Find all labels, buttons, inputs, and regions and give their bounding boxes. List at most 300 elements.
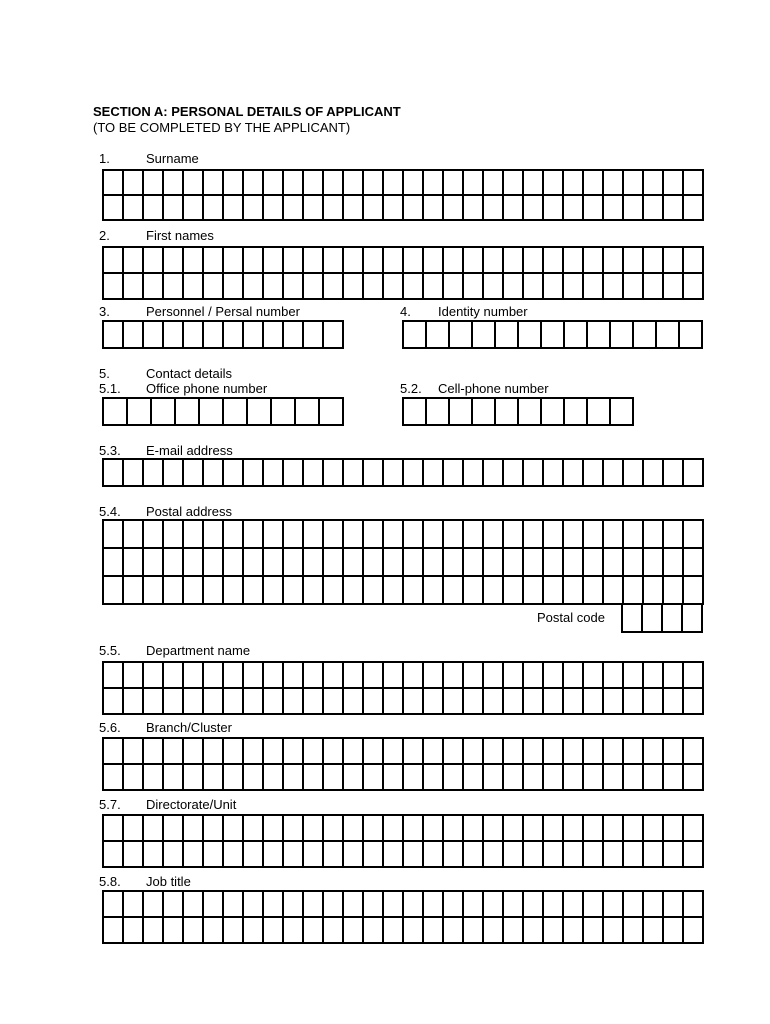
job-title-boxes[interactable] bbox=[102, 890, 704, 944]
character-box[interactable] bbox=[464, 739, 484, 765]
character-box[interactable] bbox=[204, 739, 224, 765]
character-box[interactable] bbox=[564, 171, 584, 196]
character-box[interactable] bbox=[504, 663, 524, 689]
character-box[interactable] bbox=[304, 171, 324, 196]
character-box[interactable] bbox=[504, 248, 524, 274]
character-box[interactable] bbox=[204, 816, 224, 842]
character-box[interactable] bbox=[264, 196, 284, 221]
character-box[interactable] bbox=[384, 549, 404, 577]
character-box[interactable] bbox=[424, 892, 444, 918]
character-box[interactable] bbox=[364, 689, 384, 715]
character-box[interactable] bbox=[364, 842, 384, 868]
character-box[interactable] bbox=[164, 918, 184, 944]
character-box[interactable] bbox=[544, 816, 564, 842]
character-box[interactable] bbox=[564, 577, 584, 605]
character-box[interactable] bbox=[364, 549, 384, 577]
character-box[interactable] bbox=[464, 892, 484, 918]
character-box[interactable] bbox=[496, 399, 519, 426]
character-box[interactable] bbox=[224, 460, 244, 487]
character-box[interactable] bbox=[224, 549, 244, 577]
character-box[interactable] bbox=[364, 274, 384, 300]
character-box[interactable] bbox=[264, 521, 284, 549]
character-box[interactable] bbox=[604, 521, 624, 549]
character-box[interactable] bbox=[324, 549, 344, 577]
character-box[interactable] bbox=[624, 739, 644, 765]
character-box[interactable] bbox=[144, 918, 164, 944]
character-box[interactable] bbox=[104, 460, 124, 487]
character-box[interactable] bbox=[604, 549, 624, 577]
character-box[interactable] bbox=[284, 322, 304, 349]
character-box[interactable] bbox=[564, 549, 584, 577]
character-box[interactable] bbox=[664, 663, 684, 689]
character-box[interactable] bbox=[204, 322, 224, 349]
character-box[interactable] bbox=[634, 322, 657, 349]
character-box[interactable] bbox=[344, 842, 364, 868]
character-box[interactable] bbox=[364, 918, 384, 944]
character-box[interactable] bbox=[184, 196, 204, 221]
character-box[interactable] bbox=[564, 196, 584, 221]
character-box[interactable] bbox=[444, 739, 464, 765]
character-box[interactable] bbox=[104, 689, 124, 715]
character-box[interactable] bbox=[204, 274, 224, 300]
character-box[interactable] bbox=[164, 521, 184, 549]
character-box[interactable] bbox=[424, 663, 444, 689]
character-box[interactable] bbox=[184, 765, 204, 791]
character-box[interactable] bbox=[284, 248, 304, 274]
character-box[interactable] bbox=[664, 816, 684, 842]
character-box[interactable] bbox=[304, 196, 324, 221]
character-box[interactable] bbox=[284, 460, 304, 487]
character-box[interactable] bbox=[544, 549, 564, 577]
character-box[interactable] bbox=[524, 521, 544, 549]
character-box[interactable] bbox=[124, 322, 144, 349]
character-box[interactable] bbox=[684, 842, 704, 868]
character-box[interactable] bbox=[484, 460, 504, 487]
character-box[interactable] bbox=[684, 816, 704, 842]
character-box[interactable] bbox=[244, 842, 264, 868]
character-box[interactable] bbox=[473, 322, 496, 349]
character-box[interactable] bbox=[304, 460, 324, 487]
character-box[interactable] bbox=[584, 892, 604, 918]
character-box[interactable] bbox=[344, 248, 364, 274]
character-box[interactable] bbox=[304, 577, 324, 605]
character-box[interactable] bbox=[344, 689, 364, 715]
character-box[interactable] bbox=[604, 842, 624, 868]
character-box[interactable] bbox=[464, 460, 484, 487]
character-box[interactable] bbox=[104, 739, 124, 765]
character-box[interactable] bbox=[624, 274, 644, 300]
character-box[interactable] bbox=[244, 521, 264, 549]
character-box[interactable] bbox=[444, 842, 464, 868]
character-box[interactable] bbox=[344, 918, 364, 944]
character-box[interactable] bbox=[104, 842, 124, 868]
character-box[interactable] bbox=[164, 663, 184, 689]
character-box[interactable] bbox=[664, 171, 684, 196]
character-box[interactable] bbox=[524, 842, 544, 868]
character-box[interactable] bbox=[184, 549, 204, 577]
character-box[interactable] bbox=[584, 521, 604, 549]
character-box[interactable] bbox=[504, 577, 524, 605]
character-box[interactable] bbox=[324, 196, 344, 221]
character-box[interactable] bbox=[524, 171, 544, 196]
character-box[interactable] bbox=[450, 322, 473, 349]
character-box[interactable] bbox=[604, 689, 624, 715]
character-box[interactable] bbox=[224, 842, 244, 868]
character-box[interactable] bbox=[324, 765, 344, 791]
character-box[interactable] bbox=[542, 322, 565, 349]
character-box[interactable] bbox=[304, 739, 324, 765]
character-box[interactable] bbox=[680, 322, 703, 349]
office-phone-boxes[interactable] bbox=[102, 397, 344, 426]
character-box[interactable] bbox=[664, 248, 684, 274]
character-box[interactable] bbox=[504, 460, 524, 487]
character-box[interactable] bbox=[324, 739, 344, 765]
character-box[interactable] bbox=[624, 816, 644, 842]
character-box[interactable] bbox=[664, 460, 684, 487]
character-box[interactable] bbox=[320, 399, 344, 426]
character-box[interactable] bbox=[684, 577, 704, 605]
character-box[interactable] bbox=[644, 460, 664, 487]
character-box[interactable] bbox=[464, 816, 484, 842]
character-box[interactable] bbox=[504, 816, 524, 842]
character-box[interactable] bbox=[544, 171, 564, 196]
character-box[interactable] bbox=[504, 171, 524, 196]
character-box[interactable] bbox=[124, 171, 144, 196]
character-box[interactable] bbox=[144, 460, 164, 487]
character-box[interactable] bbox=[144, 765, 164, 791]
character-box[interactable] bbox=[244, 171, 264, 196]
character-box[interactable] bbox=[404, 399, 427, 426]
character-box[interactable] bbox=[564, 274, 584, 300]
character-box[interactable] bbox=[124, 765, 144, 791]
character-box[interactable] bbox=[324, 892, 344, 918]
character-box[interactable] bbox=[564, 739, 584, 765]
character-box[interactable] bbox=[624, 549, 644, 577]
character-box[interactable] bbox=[584, 816, 604, 842]
character-box[interactable] bbox=[684, 549, 704, 577]
character-box[interactable] bbox=[444, 171, 464, 196]
character-box[interactable] bbox=[224, 322, 244, 349]
character-box[interactable] bbox=[364, 521, 384, 549]
character-box[interactable] bbox=[344, 196, 364, 221]
character-box[interactable] bbox=[224, 196, 244, 221]
character-box[interactable] bbox=[424, 689, 444, 715]
character-box[interactable] bbox=[164, 322, 184, 349]
character-box[interactable] bbox=[184, 892, 204, 918]
character-box[interactable] bbox=[284, 171, 304, 196]
character-box[interactable] bbox=[344, 460, 364, 487]
character-box[interactable] bbox=[611, 399, 634, 426]
character-box[interactable] bbox=[344, 765, 364, 791]
character-box[interactable] bbox=[364, 739, 384, 765]
character-box[interactable] bbox=[104, 171, 124, 196]
character-box[interactable] bbox=[584, 765, 604, 791]
character-box[interactable] bbox=[104, 399, 128, 426]
character-box[interactable] bbox=[484, 577, 504, 605]
character-box[interactable] bbox=[404, 521, 424, 549]
character-box[interactable] bbox=[144, 663, 164, 689]
character-box[interactable] bbox=[644, 739, 664, 765]
character-box[interactable] bbox=[504, 521, 524, 549]
character-box[interactable] bbox=[244, 892, 264, 918]
character-box[interactable] bbox=[264, 765, 284, 791]
character-box[interactable] bbox=[164, 577, 184, 605]
character-box[interactable] bbox=[444, 892, 464, 918]
character-box[interactable] bbox=[584, 918, 604, 944]
character-box[interactable] bbox=[104, 322, 124, 349]
character-box[interactable] bbox=[244, 274, 264, 300]
character-box[interactable] bbox=[588, 322, 611, 349]
character-box[interactable] bbox=[124, 196, 144, 221]
character-box[interactable] bbox=[504, 739, 524, 765]
character-box[interactable] bbox=[344, 274, 364, 300]
character-box[interactable] bbox=[324, 663, 344, 689]
character-box[interactable] bbox=[404, 739, 424, 765]
character-box[interactable] bbox=[444, 577, 464, 605]
character-box[interactable] bbox=[384, 196, 404, 221]
character-box[interactable] bbox=[184, 689, 204, 715]
character-box[interactable] bbox=[473, 399, 496, 426]
character-box[interactable] bbox=[164, 842, 184, 868]
character-box[interactable] bbox=[384, 842, 404, 868]
character-box[interactable] bbox=[484, 549, 504, 577]
character-box[interactable] bbox=[324, 689, 344, 715]
character-box[interactable] bbox=[364, 460, 384, 487]
character-box[interactable] bbox=[304, 663, 324, 689]
character-box[interactable] bbox=[264, 816, 284, 842]
character-box[interactable] bbox=[104, 274, 124, 300]
character-box[interactable] bbox=[324, 274, 344, 300]
character-box[interactable] bbox=[324, 248, 344, 274]
character-box[interactable] bbox=[284, 739, 304, 765]
character-box[interactable] bbox=[144, 842, 164, 868]
character-box[interactable] bbox=[544, 918, 564, 944]
character-box[interactable] bbox=[384, 892, 404, 918]
character-box[interactable] bbox=[604, 196, 624, 221]
directorate-boxes[interactable] bbox=[102, 814, 704, 868]
character-box[interactable] bbox=[404, 322, 427, 349]
character-box[interactable] bbox=[664, 549, 684, 577]
character-box[interactable] bbox=[584, 689, 604, 715]
cell-phone-boxes[interactable] bbox=[402, 397, 634, 426]
character-box[interactable] bbox=[204, 577, 224, 605]
character-box[interactable] bbox=[224, 171, 244, 196]
character-box[interactable] bbox=[604, 171, 624, 196]
character-box[interactable] bbox=[284, 577, 304, 605]
character-box[interactable] bbox=[664, 274, 684, 300]
character-box[interactable] bbox=[664, 689, 684, 715]
character-box[interactable] bbox=[404, 577, 424, 605]
character-box[interactable] bbox=[164, 196, 184, 221]
character-box[interactable] bbox=[544, 274, 564, 300]
character-box[interactable] bbox=[524, 663, 544, 689]
character-box[interactable] bbox=[224, 521, 244, 549]
character-box[interactable] bbox=[584, 842, 604, 868]
character-box[interactable] bbox=[244, 322, 264, 349]
character-box[interactable] bbox=[684, 892, 704, 918]
character-box[interactable] bbox=[664, 765, 684, 791]
character-box[interactable] bbox=[604, 892, 624, 918]
character-box[interactable] bbox=[124, 816, 144, 842]
character-box[interactable] bbox=[464, 577, 484, 605]
character-box[interactable] bbox=[684, 274, 704, 300]
character-box[interactable] bbox=[272, 399, 296, 426]
character-box[interactable] bbox=[344, 816, 364, 842]
character-box[interactable] bbox=[304, 842, 324, 868]
character-box[interactable] bbox=[244, 663, 264, 689]
character-box[interactable] bbox=[624, 460, 644, 487]
character-box[interactable] bbox=[184, 918, 204, 944]
character-box[interactable] bbox=[184, 460, 204, 487]
character-box[interactable] bbox=[644, 248, 664, 274]
character-box[interactable] bbox=[184, 322, 204, 349]
character-box[interactable] bbox=[524, 577, 544, 605]
character-box[interactable] bbox=[524, 816, 544, 842]
character-box[interactable] bbox=[604, 918, 624, 944]
character-box[interactable] bbox=[364, 196, 384, 221]
character-box[interactable] bbox=[104, 663, 124, 689]
character-box[interactable] bbox=[324, 842, 344, 868]
character-box[interactable] bbox=[464, 171, 484, 196]
character-box[interactable] bbox=[204, 521, 224, 549]
character-box[interactable] bbox=[664, 842, 684, 868]
character-box[interactable] bbox=[304, 274, 324, 300]
character-box[interactable] bbox=[104, 248, 124, 274]
character-box[interactable] bbox=[444, 521, 464, 549]
character-box[interactable] bbox=[684, 171, 704, 196]
character-box[interactable] bbox=[464, 196, 484, 221]
character-box[interactable] bbox=[244, 739, 264, 765]
character-box[interactable] bbox=[504, 765, 524, 791]
character-box[interactable] bbox=[424, 521, 444, 549]
character-box[interactable] bbox=[224, 689, 244, 715]
character-box[interactable] bbox=[504, 689, 524, 715]
character-box[interactable] bbox=[664, 739, 684, 765]
character-box[interactable] bbox=[684, 460, 704, 487]
character-box[interactable] bbox=[424, 196, 444, 221]
character-box[interactable] bbox=[184, 842, 204, 868]
character-box[interactable] bbox=[657, 322, 680, 349]
character-box[interactable] bbox=[264, 842, 284, 868]
character-box[interactable] bbox=[404, 549, 424, 577]
character-box[interactable] bbox=[644, 196, 664, 221]
character-box[interactable] bbox=[144, 171, 164, 196]
character-box[interactable] bbox=[584, 663, 604, 689]
postal-address-boxes[interactable] bbox=[102, 519, 704, 605]
character-box[interactable] bbox=[684, 739, 704, 765]
character-box[interactable] bbox=[244, 689, 264, 715]
character-box[interactable] bbox=[584, 248, 604, 274]
character-box[interactable] bbox=[264, 689, 284, 715]
character-box[interactable] bbox=[144, 248, 164, 274]
character-box[interactable] bbox=[164, 892, 184, 918]
character-box[interactable] bbox=[524, 549, 544, 577]
character-box[interactable] bbox=[384, 765, 404, 791]
character-box[interactable] bbox=[204, 689, 224, 715]
character-box[interactable] bbox=[684, 248, 704, 274]
character-box[interactable] bbox=[484, 842, 504, 868]
character-box[interactable] bbox=[184, 521, 204, 549]
character-box[interactable] bbox=[644, 274, 664, 300]
character-box[interactable] bbox=[224, 663, 244, 689]
character-box[interactable] bbox=[444, 918, 464, 944]
character-box[interactable] bbox=[644, 549, 664, 577]
character-box[interactable] bbox=[584, 196, 604, 221]
character-box[interactable] bbox=[444, 549, 464, 577]
character-box[interactable] bbox=[404, 274, 424, 300]
character-box[interactable] bbox=[344, 577, 364, 605]
character-box[interactable] bbox=[124, 274, 144, 300]
surname-boxes[interactable] bbox=[102, 169, 704, 221]
character-box[interactable] bbox=[684, 663, 704, 689]
character-box[interactable] bbox=[504, 196, 524, 221]
character-box[interactable] bbox=[484, 765, 504, 791]
character-box[interactable] bbox=[564, 765, 584, 791]
character-box[interactable] bbox=[384, 248, 404, 274]
character-box[interactable] bbox=[104, 918, 124, 944]
character-box[interactable] bbox=[524, 460, 544, 487]
character-box[interactable] bbox=[504, 842, 524, 868]
character-box[interactable] bbox=[524, 918, 544, 944]
character-box[interactable] bbox=[496, 322, 519, 349]
character-box[interactable] bbox=[427, 322, 450, 349]
character-box[interactable] bbox=[164, 549, 184, 577]
character-box[interactable] bbox=[564, 663, 584, 689]
character-box[interactable] bbox=[584, 739, 604, 765]
character-box[interactable] bbox=[664, 521, 684, 549]
character-box[interactable] bbox=[304, 521, 324, 549]
character-box[interactable] bbox=[244, 765, 264, 791]
character-box[interactable] bbox=[524, 739, 544, 765]
character-box[interactable] bbox=[344, 171, 364, 196]
character-box[interactable] bbox=[284, 274, 304, 300]
character-box[interactable] bbox=[464, 248, 484, 274]
character-box[interactable] bbox=[284, 663, 304, 689]
character-box[interactable] bbox=[144, 274, 164, 300]
character-box[interactable] bbox=[684, 196, 704, 221]
character-box[interactable] bbox=[623, 605, 643, 633]
character-box[interactable] bbox=[224, 248, 244, 274]
character-box[interactable] bbox=[144, 549, 164, 577]
character-box[interactable] bbox=[684, 918, 704, 944]
character-box[interactable] bbox=[248, 399, 272, 426]
character-box[interactable] bbox=[344, 549, 364, 577]
character-box[interactable] bbox=[444, 274, 464, 300]
character-box[interactable] bbox=[484, 521, 504, 549]
character-box[interactable] bbox=[624, 892, 644, 918]
character-box[interactable] bbox=[644, 577, 664, 605]
character-box[interactable] bbox=[564, 816, 584, 842]
character-box[interactable] bbox=[184, 577, 204, 605]
character-box[interactable] bbox=[104, 765, 124, 791]
character-box[interactable] bbox=[324, 171, 344, 196]
character-box[interactable] bbox=[444, 460, 464, 487]
character-box[interactable] bbox=[384, 274, 404, 300]
character-box[interactable] bbox=[144, 892, 164, 918]
character-box[interactable] bbox=[664, 892, 684, 918]
character-box[interactable] bbox=[128, 399, 152, 426]
character-box[interactable] bbox=[604, 460, 624, 487]
character-box[interactable] bbox=[424, 842, 444, 868]
character-box[interactable] bbox=[544, 521, 564, 549]
character-box[interactable] bbox=[200, 399, 224, 426]
character-box[interactable] bbox=[184, 739, 204, 765]
character-box[interactable] bbox=[504, 274, 524, 300]
character-box[interactable] bbox=[264, 577, 284, 605]
character-box[interactable] bbox=[624, 171, 644, 196]
character-box[interactable] bbox=[264, 322, 284, 349]
character-box[interactable] bbox=[684, 689, 704, 715]
